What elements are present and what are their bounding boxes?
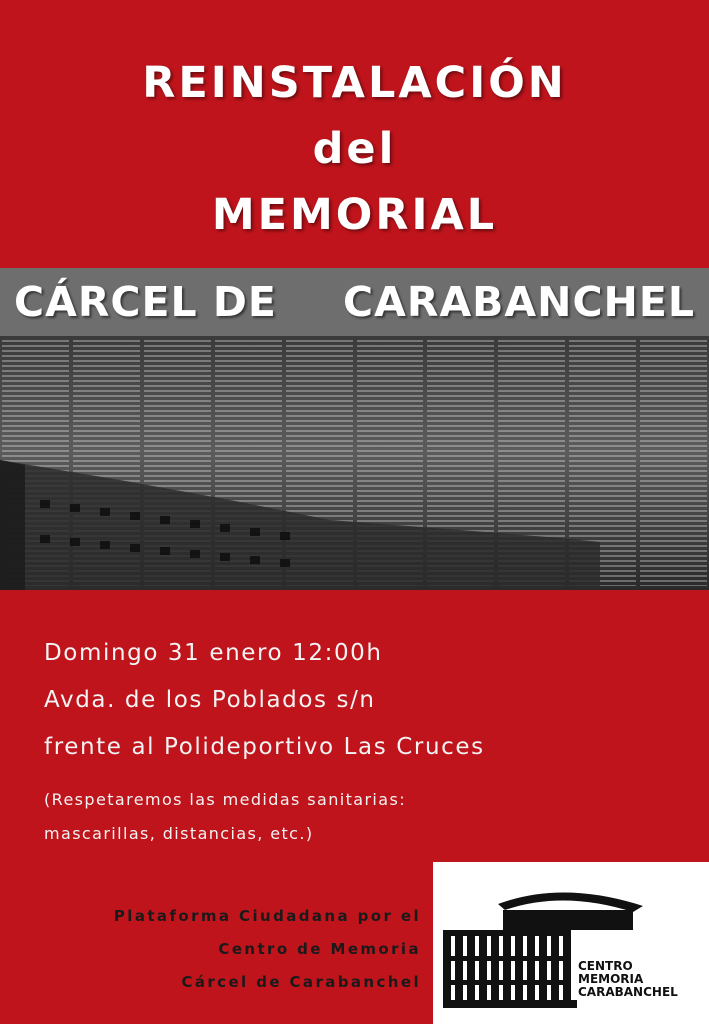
logo-line-3: CARABANCHEL (578, 985, 678, 999)
event-address: Avda. de los Poblados s/n (44, 687, 376, 713)
logo-line-1: CENTRO (578, 959, 633, 973)
centro-memoria-logo (433, 862, 709, 1024)
event-date: Domingo 31 enero 12:00h (44, 640, 383, 666)
organizer-line-1: Plataforma Ciudadana por el (113, 907, 421, 925)
organizer-credit (114, 900, 421, 999)
event-landmark: frente al Polideportivo Las Cruces (44, 734, 485, 760)
logo-line-2: MEMORIA (578, 972, 644, 986)
title-line-3: MEMORIAL (211, 190, 498, 240)
title-line-1: REINSTALACIÓN (142, 58, 567, 108)
location-banner (0, 268, 709, 336)
banner-text-left: CÁRCEL DE (14, 278, 277, 326)
poster-title (0, 50, 709, 248)
logo-wordmark (578, 960, 678, 999)
banner-text-right: CARABANCHEL (343, 278, 695, 326)
organizer-line-2: Centro de Memoria (218, 940, 421, 958)
note-line-1: (Respetaremos las medidas sanitarias: (44, 790, 407, 809)
prison-building-silhouette (0, 420, 709, 590)
event-details (44, 630, 485, 771)
note-line-2: mascarillas, distancias, etc.) (44, 824, 314, 843)
sanitary-note (44, 783, 406, 851)
title-line-2: del (312, 124, 397, 174)
memorial-names-photo (0, 336, 709, 590)
organizer-line-3: Cárcel de Carabanchel (181, 973, 421, 991)
